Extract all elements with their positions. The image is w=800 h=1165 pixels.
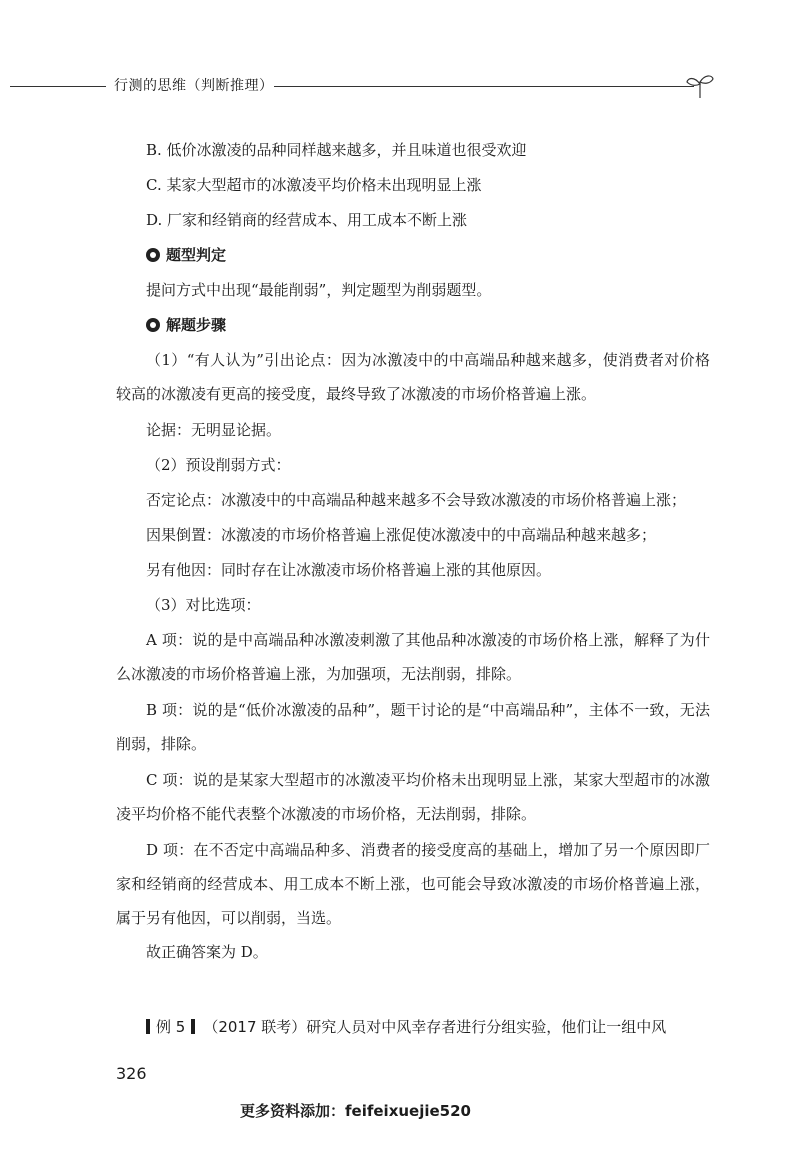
- footer-note-id: feifeixuejie520: [345, 1102, 471, 1120]
- example-bar-right: [191, 1019, 195, 1034]
- header-rule-left: [10, 86, 106, 87]
- example-bar-left: [146, 1019, 150, 1034]
- option-c-analysis: C 项：说的是某家大型超市的冰激凌平均价格未出现明显上涨，某家大型超市的冰激凌平均价格不能代表整个冰激凌的市场价格，无法削弱，排除。: [116, 771, 710, 823]
- running-header: [0, 74, 800, 98]
- reverse-line: 因果倒置：冰激凌的市场价格普遍上涨促使冰激凌中的中高端品种越来越多；: [146, 526, 657, 544]
- question-type-text: 提问方式中出现“最能削弱”，判定题型为削弱题型。: [146, 281, 492, 299]
- footer-note-label: 更多资料添加：: [240, 1102, 346, 1120]
- negate-line: 否定论点：冰激凌中的中高端品种越来越多不会导致冰激凌的市场价格普遍上涨；: [146, 491, 687, 509]
- example-text: 研究人员对中风幸存者进行分组实验，他们让一组中风: [306, 1018, 667, 1036]
- option-a-analysis: A 项：说的是中高端品种冰激凌刺激了其他品种冰激凌的市场价格上涨，解释了为什么冰激凌的市场价格普遍上涨，为加强项，无法削弱，排除。: [116, 631, 710, 683]
- header-rule-right: [274, 86, 694, 87]
- option-c: C. 某家大型超市的冰激凌平均价格未出现明显上涨: [146, 176, 482, 194]
- solution-steps-heading: [146, 315, 226, 335]
- bullet-circle-icon: [146, 318, 160, 332]
- header-title: 行测的思维（判断推理）: [114, 78, 274, 94]
- example-5-line: [146, 1016, 666, 1038]
- footer-note: [240, 1100, 471, 1121]
- step1-paragraph: （1）“有人认为”引出论点：因为冰激凌中的中高端品种越来越多，使消费者对价格较高的冰激凌有更高的接受度，最终导致了冰激凌的市场价格普遍上涨。: [116, 351, 710, 403]
- other-cause-line: 另有他因：同时存在让冰激凌市场价格普遍上涨的其他原因。: [146, 561, 552, 579]
- sprout-icon: [685, 72, 715, 100]
- option-b: B. 低价冰激凌的品种同样越来越多，并且味道也很受欢迎: [146, 141, 527, 159]
- question-type-heading: [146, 245, 226, 265]
- option-d: D. 厂家和经销商的经营成本、用工成本不断上涨: [146, 211, 468, 229]
- option-b-analysis: B 项：说的是“低价冰激凌的品种”，题干讨论的是“中高端品种”，主体不一致，无法削弱，排除。: [116, 701, 710, 753]
- example-source: （2017 联考）: [203, 1018, 307, 1036]
- solution-steps-heading-text: 解题步骤: [166, 316, 227, 334]
- option-d-analysis: D 项：在不否定中高端品种多、消费者的接受度高的基础上，增加了另一个原因即厂家和经销商的经营成本、用工成本不断上涨，也可能会导致冰激凌的市场价格普遍上涨，属于另有他因，可以削弱，当选。: [116, 841, 710, 927]
- step2-line: （2）预设削弱方式：: [146, 456, 291, 474]
- bullet-circle-icon: [146, 248, 160, 262]
- answer-line: 故正确答案为 D。: [146, 943, 268, 961]
- step3-line: （3）对比选项：: [146, 596, 261, 614]
- question-type-heading-text: 题型判定: [166, 246, 227, 264]
- evidence-line: 论据：无明显论据。: [146, 421, 282, 439]
- example-label: 例 5: [156, 1018, 186, 1036]
- page-number: 326: [116, 1064, 147, 1083]
